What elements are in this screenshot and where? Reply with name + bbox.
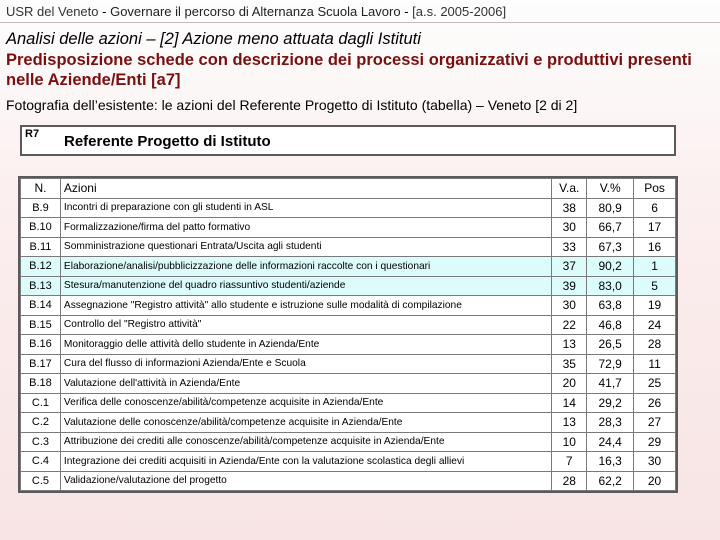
cell-position: 6 bbox=[634, 198, 676, 218]
column-header-percent: V.% bbox=[587, 179, 634, 199]
cell-position: 19 bbox=[634, 296, 676, 316]
cell-action: Valutazione delle conoscenze/abilità/competenze acquisite in Azienda/Ente bbox=[60, 413, 551, 433]
cell-absolute: 13 bbox=[552, 335, 587, 355]
cell-position: 1 bbox=[634, 257, 676, 277]
cell-number: C.1 bbox=[21, 393, 61, 413]
table-row bbox=[21, 393, 676, 413]
cell-absolute: 20 bbox=[552, 374, 587, 394]
cell-action: Elaborazione/analisi/pubblicizzazione delle informazioni raccolte con i questionari bbox=[60, 257, 551, 277]
referent-box bbox=[20, 125, 676, 156]
cell-absolute: 39 bbox=[552, 276, 587, 296]
cell-action: Controllo del "Registro attività" bbox=[60, 315, 551, 335]
table-row bbox=[21, 315, 676, 335]
cell-action: Verifica delle conoscenze/abilità/competenze acquisite in Azienda/Ente bbox=[60, 393, 551, 413]
cell-number: B.11 bbox=[21, 237, 61, 257]
cell-absolute: 28 bbox=[552, 471, 587, 491]
cell-position: 30 bbox=[634, 452, 676, 472]
table-row bbox=[21, 471, 676, 491]
cell-position: 16 bbox=[634, 237, 676, 257]
cell-absolute: 37 bbox=[552, 257, 587, 277]
analysis-heading: Analisi delle azioni – [2] Azione meno attuata dagli Istituti bbox=[6, 30, 421, 48]
table-row bbox=[21, 374, 676, 394]
action-title: Predisposizione schede con descrizione dei processi organizzativi e produttivi presenti nelle Aziende/Enti [a7] bbox=[6, 51, 692, 89]
cell-absolute: 30 bbox=[552, 296, 587, 316]
cell-number: C.2 bbox=[21, 413, 61, 433]
cell-number: C.3 bbox=[21, 432, 61, 452]
table-row bbox=[21, 237, 676, 257]
cell-number: B.16 bbox=[21, 335, 61, 355]
cell-absolute: 35 bbox=[552, 354, 587, 374]
cell-action: Attribuzione dei crediti alle conoscenze/abilità/competenze acquisite in Azienda/Ente bbox=[60, 432, 551, 452]
cell-number: B.15 bbox=[21, 315, 61, 335]
column-header-position: Pos bbox=[634, 179, 676, 199]
cell-percent: 26,5 bbox=[587, 335, 634, 355]
cell-action: Formalizzazione/firma del patto formativo bbox=[60, 218, 551, 238]
actions-table bbox=[20, 178, 676, 491]
cell-absolute: 7 bbox=[552, 452, 587, 472]
cell-absolute: 33 bbox=[552, 237, 587, 257]
cell-action: Cura del flusso di informazioni Azienda/Ente e Scuola bbox=[60, 354, 551, 374]
cell-percent: 41,7 bbox=[587, 374, 634, 394]
cell-percent: 62,2 bbox=[587, 471, 634, 491]
cell-action: Valutazione dell'attività in Azienda/Ente bbox=[60, 374, 551, 394]
cell-percent: 90,2 bbox=[587, 257, 634, 277]
cell-position: 5 bbox=[634, 276, 676, 296]
cell-percent: 29,2 bbox=[587, 393, 634, 413]
cell-position: 20 bbox=[634, 471, 676, 491]
cell-absolute: 10 bbox=[552, 432, 587, 452]
table-row bbox=[21, 335, 676, 355]
cell-number: B.13 bbox=[21, 276, 61, 296]
cell-action: Integrazione dei crediti acquisiti in Azienda/Ente con la valutazione scolastica degli allievi bbox=[60, 452, 551, 472]
cell-number: B.12 bbox=[21, 257, 61, 277]
table-row bbox=[21, 257, 676, 277]
cell-absolute: 30 bbox=[552, 218, 587, 238]
cell-position: 27 bbox=[634, 413, 676, 433]
header-org: USR del Veneto bbox=[6, 4, 99, 19]
column-header-actions: Azioni bbox=[60, 179, 551, 199]
cell-percent: 16,3 bbox=[587, 452, 634, 472]
cell-position: 28 bbox=[634, 335, 676, 355]
cell-percent: 63,8 bbox=[587, 296, 634, 316]
cell-percent: 46,8 bbox=[587, 315, 634, 335]
table-row bbox=[21, 276, 676, 296]
cell-absolute: 38 bbox=[552, 198, 587, 218]
cell-action: Incontri di preparazione con gli studenti in ASL bbox=[60, 198, 551, 218]
slide-header bbox=[0, 0, 720, 23]
cell-position: 26 bbox=[634, 393, 676, 413]
cell-action: Somministrazione questionari Entrata/Uscita agli studenti bbox=[60, 237, 551, 257]
cell-position: 17 bbox=[634, 218, 676, 238]
referent-code: R7 bbox=[25, 128, 40, 140]
cell-percent: 24,4 bbox=[587, 432, 634, 452]
cell-percent: 80,9 bbox=[587, 198, 634, 218]
cell-action: Stesura/manutenzione del quadro riassuntivo studenti/aziende bbox=[60, 276, 551, 296]
header-program: Governare il percorso di Alternanza Scuola Lavoro bbox=[110, 4, 401, 19]
header-separator: - bbox=[400, 4, 413, 19]
cell-position: 11 bbox=[634, 354, 676, 374]
cell-number: B.17 bbox=[21, 354, 61, 374]
table-row bbox=[21, 354, 676, 374]
table-row bbox=[21, 432, 676, 452]
column-header-absolute: V.a. bbox=[552, 179, 587, 199]
referent-title: Referente Progetto di Istituto bbox=[64, 133, 271, 150]
snapshot-subtitle: Fotografia dell’esistente: le azioni del Referente Progetto di Istituto (tabella) – Veneto [2 di 2] bbox=[6, 97, 578, 113]
table-row bbox=[21, 452, 676, 472]
table-row bbox=[21, 198, 676, 218]
cell-action: Monitoraggio delle attività dello studente in Azienda/Ente bbox=[60, 335, 551, 355]
cell-action: Assegnazione "Registro attività" allo studente e istruzione sulle modalità di compilazione bbox=[60, 296, 551, 316]
cell-number: B.14 bbox=[21, 296, 61, 316]
cell-number: C.5 bbox=[21, 471, 61, 491]
table-row bbox=[21, 413, 676, 433]
column-header-number: N. bbox=[21, 179, 61, 199]
cell-absolute: 22 bbox=[552, 315, 587, 335]
header-separator: - bbox=[98, 4, 111, 19]
cell-absolute: 13 bbox=[552, 413, 587, 433]
cell-number: B.9 bbox=[21, 198, 61, 218]
table-header-row bbox=[21, 179, 676, 199]
cell-absolute: 14 bbox=[552, 393, 587, 413]
cell-position: 29 bbox=[634, 432, 676, 452]
cell-number: B.10 bbox=[21, 218, 61, 238]
cell-percent: 67,3 bbox=[587, 237, 634, 257]
cell-percent: 28,3 bbox=[587, 413, 634, 433]
cell-action: Validazione/valutazione del progetto bbox=[60, 471, 551, 491]
cell-number: B.18 bbox=[21, 374, 61, 394]
cell-percent: 83,0 bbox=[587, 276, 634, 296]
header-year: [a.s. 2005-2006] bbox=[412, 4, 507, 19]
table-row bbox=[21, 218, 676, 238]
cell-position: 25 bbox=[634, 374, 676, 394]
cell-number: C.4 bbox=[21, 452, 61, 472]
cell-percent: 66,7 bbox=[587, 218, 634, 238]
table-row bbox=[21, 296, 676, 316]
cell-percent: 72,9 bbox=[587, 354, 634, 374]
cell-position: 24 bbox=[634, 315, 676, 335]
